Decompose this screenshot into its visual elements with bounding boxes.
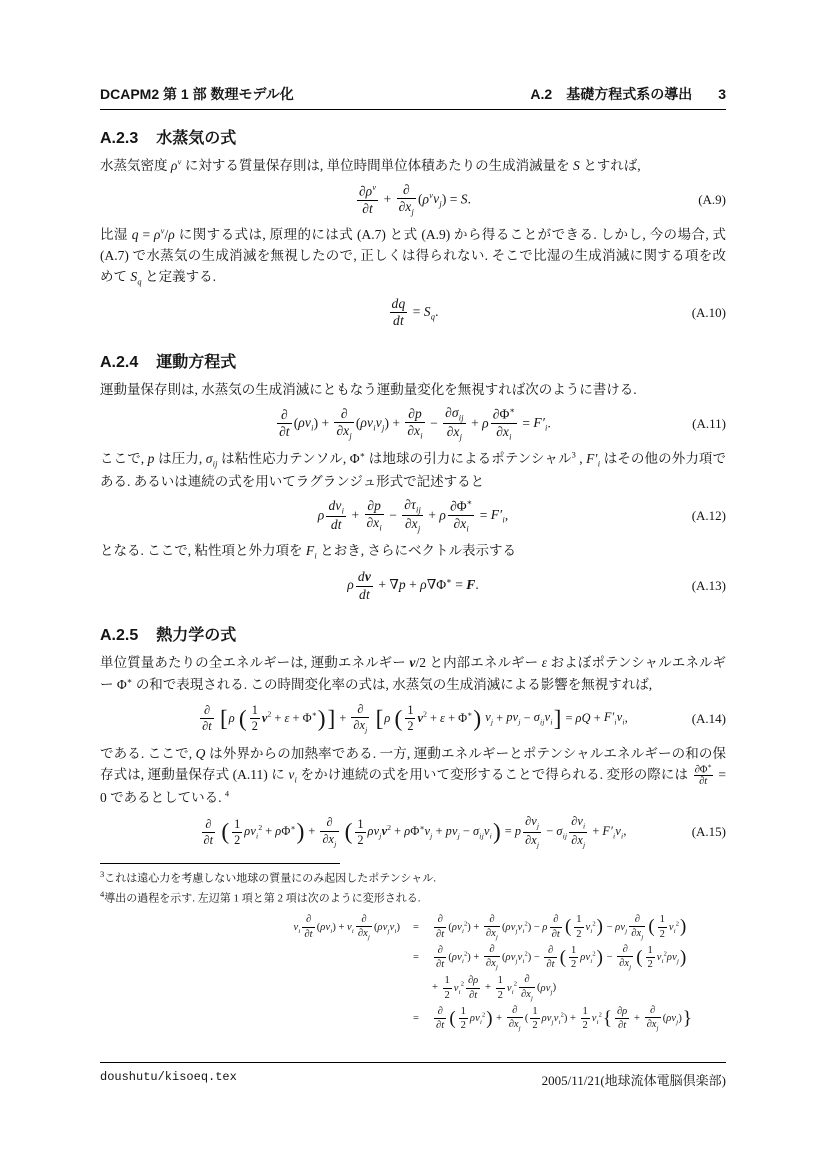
footnote-rule: [100, 863, 340, 864]
paragraph-pressure-terms: ここで, p は圧力, $\sigma_{ij}$ は粘性応力テンソル, Φ∗ は地球の引力によるポテンシャル$^3$ , $F'_i$ はその他の外力項である. あるいは連続の式を用いてラグランジュ形式で記述すると: [100, 450, 727, 489]
equation-a12-body: ρ $\frac{dv_i}{dt}$ + $\frac{\partial p}{\partial x_i}$ − $\frac{\partial\tau_{ij}}{\partial x_j}$ + ρ $\frac{\partial\Phi^∗}{\partial x_i}$ = $F'_i$,: [317, 496, 509, 534]
equation-a10-body: $\frac{dq}{dt}$ = $S_q$.: [391, 295, 439, 329]
equation-a13-label: (A.13): [691, 578, 726, 594]
running-header: [100, 84, 726, 110]
header-right: [530, 84, 726, 104]
section-number: A.2.4: [100, 353, 139, 371]
footer-filename: doushutu/kisoeq.tex: [100, 1070, 237, 1084]
equation-a12: [100, 495, 726, 537]
derivation-row: [150, 1005, 748, 1032]
derivation-rhs: $\frac{\partial}{\partial t}$ ( $\frac{1}{2}$ $\rho v_i^2$) + $\frac{\partial}{\partial x_j}$ ( $\frac{1}{2}$ $\rho v_jv_i^2$) + $\frac{1}{2}$ $v_i^2${ $\frac{\partial\rho}{\partial t}$ + $\frac{\partial}{\partial x_j}$ $(\rho v_j)$}: [436, 1004, 692, 1033]
section-heading-a2-3: [100, 125, 726, 148]
paragraph-momentum-intro: 運動量保存則は, 水蒸気の生成消滅にともなう運動量変化を無視すれば次のように書ける.: [100, 381, 637, 397]
paragraph-specific-humidity: 比湿 $q = \rho^v/\rho$ に関する式は, 原理的には式 (A.7) と式 (A.9) から得ることができる. しかし, 今の場合, 式 (A.7) で水蒸気の生成消滅を無視したので, 正しくは得られない. そこで比湿の生成消滅に関する項を改めて $S_q$ と定義する.: [100, 226, 727, 287]
equation-a14-label: (A.14): [691, 710, 726, 726]
equation-a12-label: (A.12): [691, 507, 726, 523]
section-heading-a2-5: [100, 622, 726, 645]
derivation-rhs: $\frac{\partial}{\partial t}$ $(\rho v_i^2)$ + $\frac{\partial}{\partial x_j}$ $(\rho v_jv_i^2) - \rho$ $\frac{\partial}{\partial t}$ ( $\frac{1}{2}$ $v_i^2) - \rho v_j$ $\frac{\partial}{\partial x_j}$ ( $\frac{1}{2}$ $v_i^2$): [436, 913, 687, 941]
derivation-row: [150, 974, 748, 1001]
equation-a13-body: ρ $\frac{dv}{dt}$ + ∇p + ρ∇Φ∗ = F.: [347, 569, 479, 602]
equals-sign: =: [413, 952, 419, 964]
page-footer: [100, 1062, 726, 1089]
equation-a10: [100, 292, 726, 334]
paragraph-heating-rate: である. ここで, Q は外界からの加熱率である. 一方, 運動エネルギーとポテンシャルエネルギーの和の保存式は, 運動量保存式 (A.11) に $v_i$ をかけ連続の式を用いて変形することで得られる. 変形の際には $\frac{\partial\Phi^∗}{\partial t}$ = 0 であるとしている. $^4$: [100, 745, 727, 806]
equation-a10-label: (A.10): [691, 304, 726, 320]
equation-a15-label: (A.15): [691, 824, 726, 840]
footer-date-credit: 2005/11/21(地球流体電脳倶楽部): [541, 1073, 726, 1088]
paragraph-vector-form: となる. ここで, 粘性項と外力項を $F_i$ とおき, さらにベクトル表示する: [100, 542, 516, 561]
equation-a14-body: $\frac{\partial}{\partial t}$ [ρ ( $\frac{1}{2}$ $v^2 + \varepsilon + \Phi^∗$)] + $\frac{\partial}{\partial x_j}$ [ρ ( $\frac{1}{2}$ $v^2 + \varepsilon + \Phi^∗$) $v_j + pv_j - \sigma_{ij}v_i] = \rho Q + F'_iv_i$,: [202, 701, 628, 735]
equation-a9: [100, 179, 726, 221]
equation-a11-label: (A.11): [692, 415, 726, 431]
equals-sign: =: [413, 1013, 419, 1025]
derivation-row: [150, 944, 748, 971]
equation-a11-body: $\frac{\partial}{\partial t}$ $(\rho v_i)$ + $\frac{\partial}{\partial x_j}$ $(\rho v_iv_j)$ + $\frac{\partial p}{\partial x_i}$ − $\frac{\partial\sigma_{ij}}{\partial x_j}$ + ρ $\frac{\partial\Phi^∗}{\partial x_i}$ = $F'_i$.: [279, 404, 551, 443]
derivation-rhs: $\frac{\partial}{\partial t}$ $(\rho v_i^2)$ + $\frac{\partial}{\partial x_j}$ $(\rho v_jv_i^2)$ − $\frac{\partial}{\partial t}$ ( $\frac{1}{2}$ $\rho v_i^2$) − $\frac{\partial}{\partial x_j}$ ( $\frac{1}{2}$ $v_i^2\rho v_j$): [436, 944, 687, 972]
page-number: 3: [718, 86, 726, 102]
equation-a15-body: $\frac{\partial}{\partial t}$ ( $\frac{1}{2}$ $\rho v_i^2 + \rho\Phi^∗$) + $\frac{\partial}{\partial x_j}$ ( $\frac{1}{2}$ $\rho v_jv^2 + \rho\Phi^∗v_j + pv_j - \sigma_{ij}v_i) = p$ $\frac{\partial v_j}{\partial x_j}$ − $\sigma_{ij}$ $\frac{\partial v_i}{\partial x_j}$ + $F'_iv_i$,: [203, 814, 627, 850]
equation-a9-body: $\frac{\partial\rho^v}{\partial t}$ + $\frac{\partial}{\partial x_j}$ $(\rho^vv_j) = S$.: [358, 181, 472, 218]
equation-a15: [100, 811, 726, 853]
paragraph-vapor-intro: 水蒸気密度 $\rho^v$ に対する質量保存則は, 単位時間単位体積あたりの生成消滅量を S とすれば,: [100, 157, 641, 173]
section-title: 水蒸気の式: [156, 130, 237, 147]
equals-sign: =: [413, 921, 419, 933]
equation-a11: [100, 403, 726, 445]
section-number: A.2.5: [100, 627, 139, 645]
footnote-3: $^3$これは遠心力を考慮しない地球の質量にのみ起因したポテンシャル.: [100, 869, 436, 886]
section-title: 熱力学の式: [156, 627, 237, 645]
section-title: 運動方程式: [156, 353, 237, 371]
derivation-row: [150, 914, 748, 941]
section-number: A.2.3: [100, 130, 139, 147]
paragraph-energy-intro: 単位質量あたりの全エネルギーは, 運動エネルギー v/2 と内部エネルギー ε およぼポテンシャルエネルギー Φ∗ の和で表現される. この時間変化率の式は, 水蒸気の生成消滅による影響を無視すれば,: [100, 655, 726, 692]
header-section-title: A.2 基礎方程式系の導出: [530, 86, 693, 102]
footnote-derivation: [150, 914, 748, 1033]
derivation-rhs: + $\frac{1}{2}$ $v_i^2$ $\frac{\partial\rho}{\partial t}$ + $\frac{1}{2}$ $v_i^2$ $\frac{\partial}{\partial x_j}$ $(\rho v_j)$: [432, 974, 557, 1002]
equation-a14: [100, 698, 726, 740]
derivation-lhs: $v_i$ $\frac{\partial}{\partial t}$ $(\rho v_i) + v_i$ $\frac{\partial}{\partial x_j}$ $(\rho v_jv_i)$: [293, 913, 400, 941]
header-left-title: DCAPM2 第 1 部 数理モデル化: [100, 86, 294, 102]
equation-a13: [100, 565, 726, 607]
footnote-4: $^4$導出の過程を示す. 左辺第 1 項と第 2 項は次のように変形される.: [100, 888, 421, 905]
equation-a9-label: (A.9): [698, 192, 726, 208]
section-heading-a2-4: [100, 349, 726, 372]
